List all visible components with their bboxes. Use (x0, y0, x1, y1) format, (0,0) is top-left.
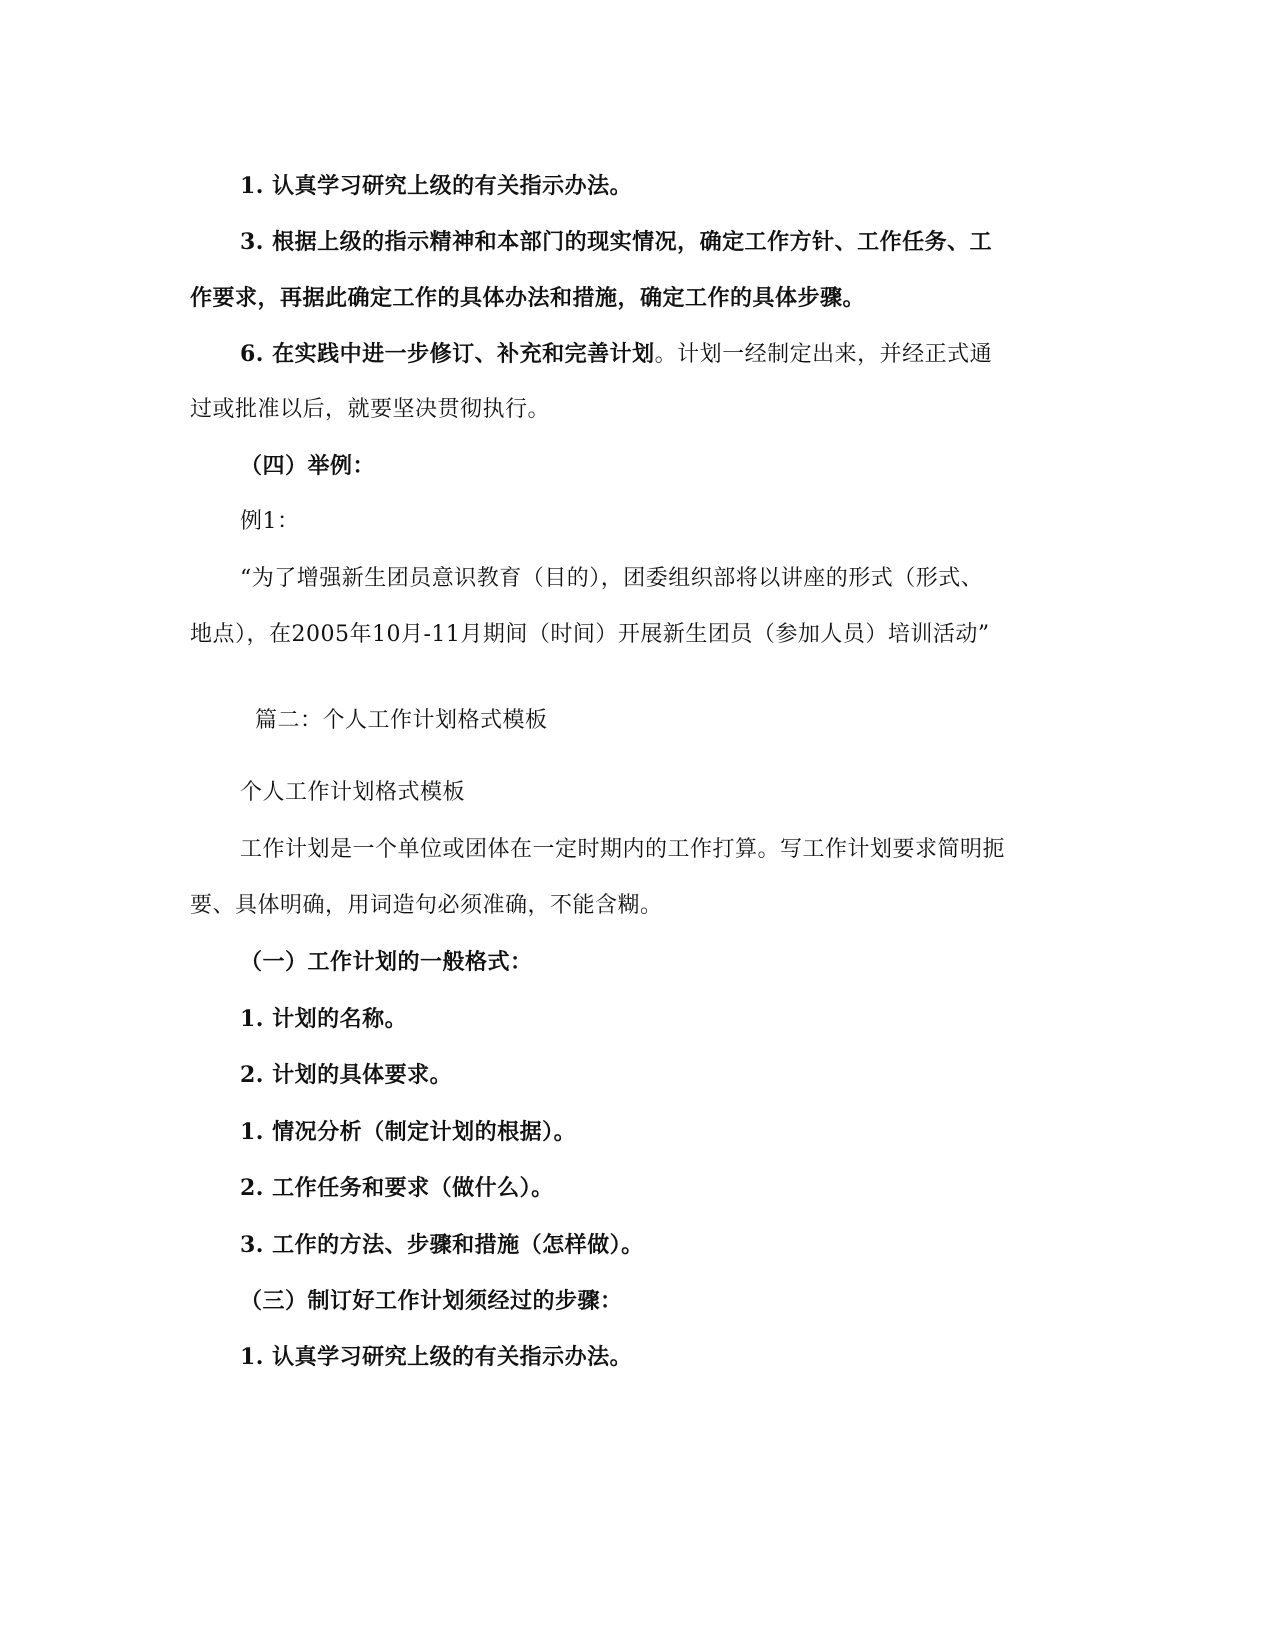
section-heading-four: （四）举例： (240, 453, 376, 479)
list-item-situation-analysis: 1. 情况分析（制定计划的根据）。 (240, 1119, 577, 1145)
document-line-4 (240, 339, 992, 370)
example-quote-line-1: “为了增强新生团员意识教育（目的），团委组织部将以讲座的形式（形式、 (240, 566, 984, 591)
list-item-study-instructions: 1. 认真学习研究上级的有关指示办法。 (240, 1344, 633, 1370)
template-title: 个人工作计划格式模板 (240, 780, 466, 805)
list-item-tasks-requirements: 2. 工作任务和要求（做什么）。 (240, 1175, 554, 1201)
example-quote-line-2: 地点），在2005年10月-11月期间（时间）开展新生团员（参加人员）培训活动” (190, 622, 990, 647)
section-heading-three: （三）制订好工作计划须经过的步骤： (240, 1288, 623, 1314)
list-item-plan-requirements: 2. 计划的具体要求。 (240, 1062, 453, 1088)
intro-line-2: 要、具体明确，用词造句必须准确，不能含糊。 (190, 893, 663, 918)
document-line-2: 3. 根据上级的指示精神和本部门的现实情况，确定工作方针、工作任务、工 (240, 229, 993, 255)
document-line-1: 1. 认真学习研究上级的有关指示办法。 (240, 173, 633, 199)
intro-line-1: 工作计划是一个单位或团体在一定时期内的工作打算。写工作计划要求简明扼 (240, 837, 1006, 862)
document-line-5: 过或批准以后，就要坚决贯彻执行。 (190, 397, 551, 422)
document-line-4-regular-part: 。计划一经制定出来，并经正式通 (654, 342, 993, 367)
example-label: 例1： (240, 509, 300, 534)
chapter-title: 篇二：个人工作计划格式模板 (255, 708, 548, 733)
document-line-3: 作要求，再据此确定工作的具体办法和措施，确定工作的具体步骤。 (190, 285, 866, 311)
section-heading-one: （一）工作计划的一般格式： (240, 949, 533, 975)
document-line-4-bold-part: 6. 在实践中进一步修订、补充和完善计划 (240, 341, 655, 367)
list-item-plan-name: 1. 计划的名称。 (240, 1006, 408, 1032)
list-item-methods-steps: 3. 工作的方法、步骤和措施（怎样做）。 (240, 1232, 644, 1258)
